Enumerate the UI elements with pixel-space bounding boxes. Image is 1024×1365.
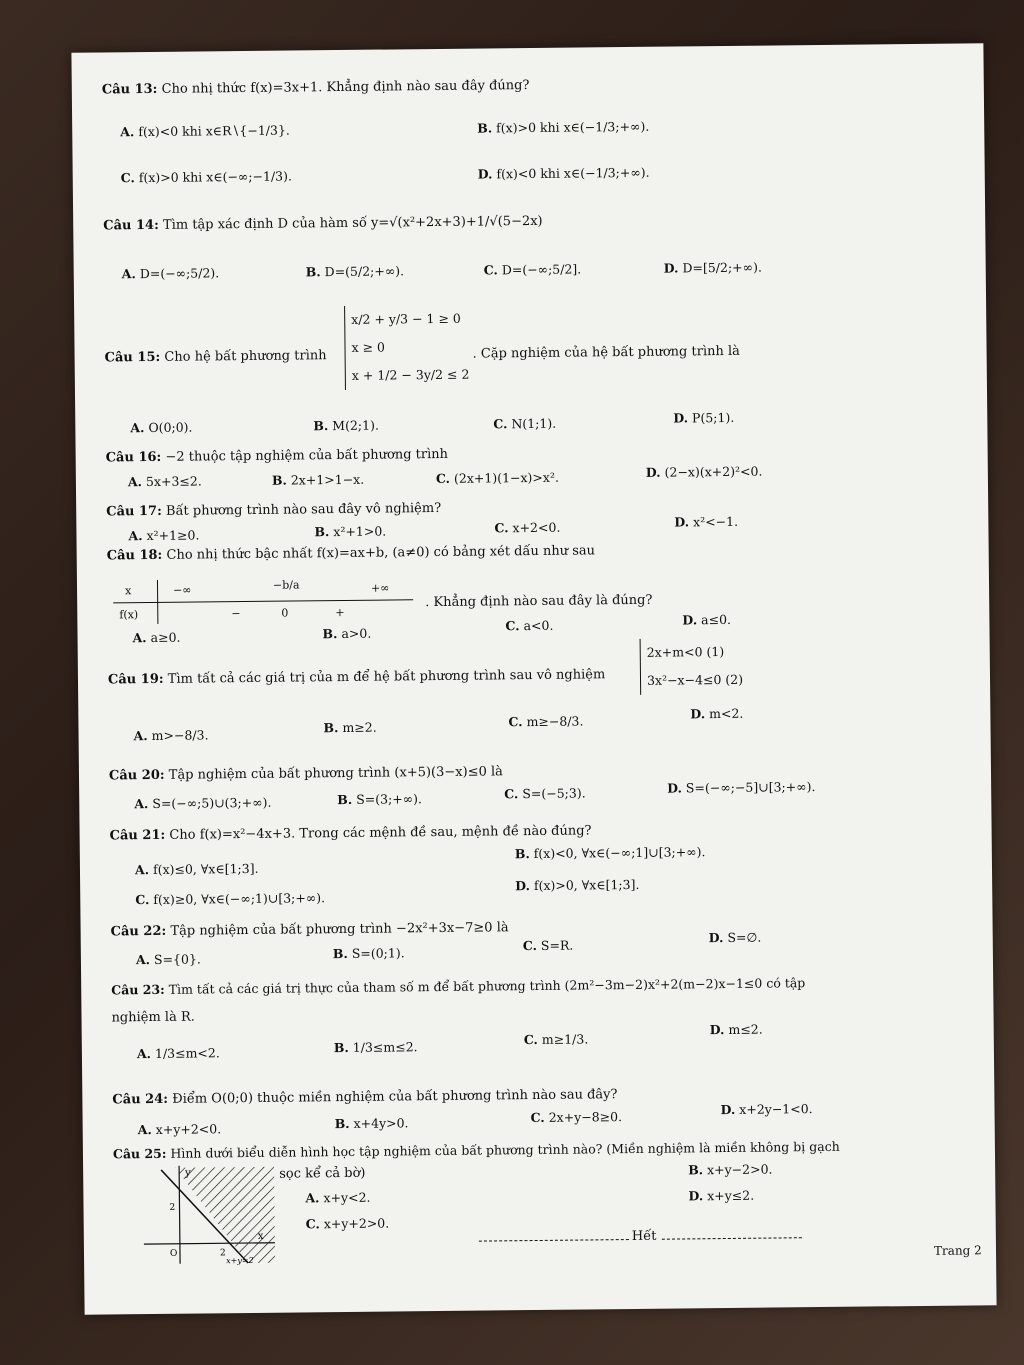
q14-option-a[interactable]: A. D=(−∞;5/2). <box>121 265 220 282</box>
sign-table-plus: + <box>335 605 345 620</box>
q24-option-b[interactable]: B. x+4y>0. <box>334 1115 409 1132</box>
question-25: Câu 25: Hình dưới biểu diễn hình học tập nghiệm của bất phương trình nào? (Miền nghiệm là miền không bị gạch <box>112 1138 840 1162</box>
q19-ineq-1: 2x+m<0 (1) <box>646 644 725 660</box>
origin-label: O <box>169 1248 178 1259</box>
question-19: Câu 19: Tìm tất cả các giá trị của m để hệ bất phương trình sau vô nghiệm <box>107 667 606 688</box>
q21-option-c[interactable]: C. f(x)≥0, ∀x∈(−∞;1)∪[3;+∞). <box>135 890 326 908</box>
sign-table <box>113 577 423 624</box>
q17-option-d[interactable]: D. x²<−1. <box>674 513 739 530</box>
q20-option-a[interactable]: A. S=(−∞;5)∪(3;+∞). <box>134 794 272 812</box>
y-axis <box>179 1166 180 1264</box>
y-intercept-label: 2 <box>169 1202 176 1213</box>
x-axis-label: x <box>257 1230 264 1242</box>
q24-option-a[interactable]: A. x+y+2<0. <box>137 1121 222 1138</box>
q17-option-c[interactable]: C. x+2<0. <box>494 519 561 536</box>
q13-option-a[interactable]: A. f(x)<0 khi x∈R∖{−1/3}. <box>120 122 290 140</box>
sign-table-pos-inf: +∞ <box>370 581 390 595</box>
q24-option-d[interactable]: D. x+2y−1<0. <box>720 1101 813 1118</box>
q15-ineq-2: x ≥ 0 <box>351 339 386 355</box>
question-20: Câu 20: Tập nghiệm của bất phương trình (x+5)(3−x)≤0 là <box>108 764 503 784</box>
q19-system <box>640 638 744 695</box>
exam-page <box>71 43 996 1314</box>
q23-option-b[interactable]: B. 1/3≤m≤2. <box>333 1039 418 1056</box>
q18-option-d[interactable]: D. a≤0. <box>682 611 732 628</box>
q16-option-c[interactable]: C. (2x+1)(1−x)>x². <box>435 469 559 487</box>
sign-table-x: x <box>124 584 132 598</box>
q23-option-a[interactable]: A. 1/3≤m<2. <box>136 1045 220 1062</box>
q14-option-b[interactable]: B. D=(5/2;+∞). <box>305 263 405 280</box>
q25-option-c[interactable]: C. x+y+2>0. <box>305 1215 390 1232</box>
y-axis-label: y <box>185 1167 191 1179</box>
end-marker: Hết <box>631 1228 657 1245</box>
q24-option-c[interactable]: C. 2x+y−8≥0. <box>530 1109 623 1126</box>
q22-option-d[interactable]: D. S=∅. <box>708 929 762 946</box>
question-17: Câu 17: Bất phương trình nào sau đây vô nghiệm? <box>106 500 442 520</box>
q20-option-d[interactable]: D. S=(−∞;−5]∪[3;+∞). <box>667 779 816 796</box>
q15-ineq-3: x + 1/2 − 3y/2 ≤ 2 <box>351 366 470 383</box>
question-15: Câu 15: Cho hệ bất phương trình <box>104 348 327 366</box>
question-23: Câu 23: Tìm tất cả các giá trị thực của tham số m để bất phương trình (2m²−3m−2)x²+2(m−2)x−1≤0 có tập <box>111 975 806 998</box>
q19-option-c[interactable]: C. m≥−8/3. <box>508 713 584 730</box>
q14-option-d[interactable]: D. D=[5/2;+∞). <box>663 259 762 276</box>
q25-option-b[interactable]: B. x+y−2>0. <box>688 1161 773 1178</box>
q18-option-b[interactable]: B. a>0. <box>322 625 372 642</box>
q17-option-a[interactable]: A. x²+1≥0. <box>128 527 200 544</box>
sign-table-minus: − <box>231 607 241 621</box>
q21-option-a[interactable]: A. f(x)≤0, ∀x∈[1;3]. <box>134 860 259 878</box>
footer-rule-right <box>662 1237 802 1239</box>
q15-ineq-1: x/2 + y/3 − 1 ≥ 0 <box>351 310 461 327</box>
q25-option-a[interactable]: A. x+y<2. <box>305 1189 371 1206</box>
q22-option-c[interactable]: C. S=R. <box>522 937 574 954</box>
q18-option-c[interactable]: C. a<0. <box>505 617 554 634</box>
q25-option-d[interactable]: D. x+y≤2. <box>688 1187 755 1204</box>
q19-ineq-2: 3x²−x−4≤0 (2) <box>646 671 744 688</box>
question-13: Câu 13: Cho nhị thức f(x)=3x+1. Khẳng định nào sau đây đúng? <box>101 78 530 98</box>
footer-rule-left <box>479 1239 629 1242</box>
q15-system <box>344 305 469 390</box>
q19-option-a[interactable]: A. m>−8/3. <box>133 727 209 744</box>
q14-option-c[interactable]: C. D=(−∞;5/2]. <box>483 261 582 278</box>
q19-option-b[interactable]: B. m≥2. <box>323 719 377 736</box>
q16-option-b[interactable]: B. 2x+1>1−x. <box>271 471 365 488</box>
q16-option-d[interactable]: D. (2−x)(x+2)²<0. <box>645 463 763 480</box>
q16-option-a[interactable]: A. 5x+3≤2. <box>127 473 202 490</box>
q15-option-d[interactable]: D. P(5;1). <box>673 409 735 426</box>
sign-table-root: −b/a <box>272 578 300 592</box>
q21-option-d[interactable]: D. f(x)>0, ∀x∈[1;3]. <box>515 876 640 894</box>
sign-table-neg-inf: −∞ <box>172 583 192 597</box>
sign-table-zero: 0 <box>281 606 289 620</box>
q13-option-b[interactable]: B. f(x)>0 khi x∈(−1/3;+∞). <box>477 118 650 136</box>
q17-option-b[interactable]: B. x²+1>0. <box>314 523 387 540</box>
question-16: Câu 16: −2 thuộc tập nghiệm của bất phương trình <box>105 446 449 466</box>
x-intercept-label: 2 <box>219 1248 226 1259</box>
q20-option-b[interactable]: B. S=(3;+∞). <box>337 791 423 808</box>
line-label: x+y=2 <box>226 1255 254 1266</box>
question-23-line-2: nghiệm là R. <box>111 1009 195 1026</box>
question-18: Câu 18: Cho nhị thức bậc nhất f(x)=ax+b, (a≠0) có bảng xét dấu như sau <box>106 543 596 564</box>
q19-option-d[interactable]: D. m<2. <box>690 705 744 722</box>
q15-option-c[interactable]: C. N(1;1). <box>493 415 557 432</box>
question-25-line-2: sọc kể cả bờ) <box>279 1165 366 1182</box>
page-number: Trang 2 <box>933 1243 982 1258</box>
question-21: Câu 21: Cho f(x)=x²−4x+3. Trong các mệnh đề sau, mệnh đề nào đúng? <box>109 823 592 844</box>
question-24: Câu 24: Điểm O(0;0) thuộc miền nghiệm của bất phương trình nào sau đây? <box>112 1087 618 1108</box>
question-22: Câu 22: Tập nghiệm của bất phương trình −2x²+3x−7≥0 là <box>110 920 509 940</box>
q13-option-d[interactable]: D. f(x)<0 khi x∈(−1/3;+∞). <box>477 164 650 182</box>
q22-option-b[interactable]: B. S=(0;1). <box>332 945 405 962</box>
q21-option-b[interactable]: B. f(x)<0, ∀x∈(−∞;1]∪[3;+∞). <box>514 844 706 862</box>
q20-option-c[interactable]: C. S=(−5;3). <box>504 785 586 802</box>
question-14: Câu 14: Tìm tập xác định D của hàm số y=√(x²+2x+3)+1/√(5−2x) <box>103 213 543 234</box>
q23-option-d[interactable]: D. m≤2. <box>709 1021 763 1038</box>
q15-option-b[interactable]: B. M(2;1). <box>313 417 379 434</box>
q22-option-a[interactable]: A. S={0}. <box>135 951 201 968</box>
q18-option-a[interactable]: A. a≥0. <box>132 629 181 646</box>
q15-option-a[interactable]: A. O(0;0). <box>130 419 193 436</box>
solution-region-figure <box>139 1163 280 1268</box>
q13-option-c[interactable]: C. f(x)>0 khi x∈(−∞;−1/3). <box>120 168 293 186</box>
q15-tail: . Cặp nghiệm của hệ bất phương trình là <box>472 343 740 362</box>
q23-option-c[interactable]: C. m≥1/3. <box>523 1031 589 1048</box>
q18-tail: . Khẳng định nào sau đây là đúng? <box>425 592 653 611</box>
sign-table-fx: f(x) <box>119 608 139 622</box>
